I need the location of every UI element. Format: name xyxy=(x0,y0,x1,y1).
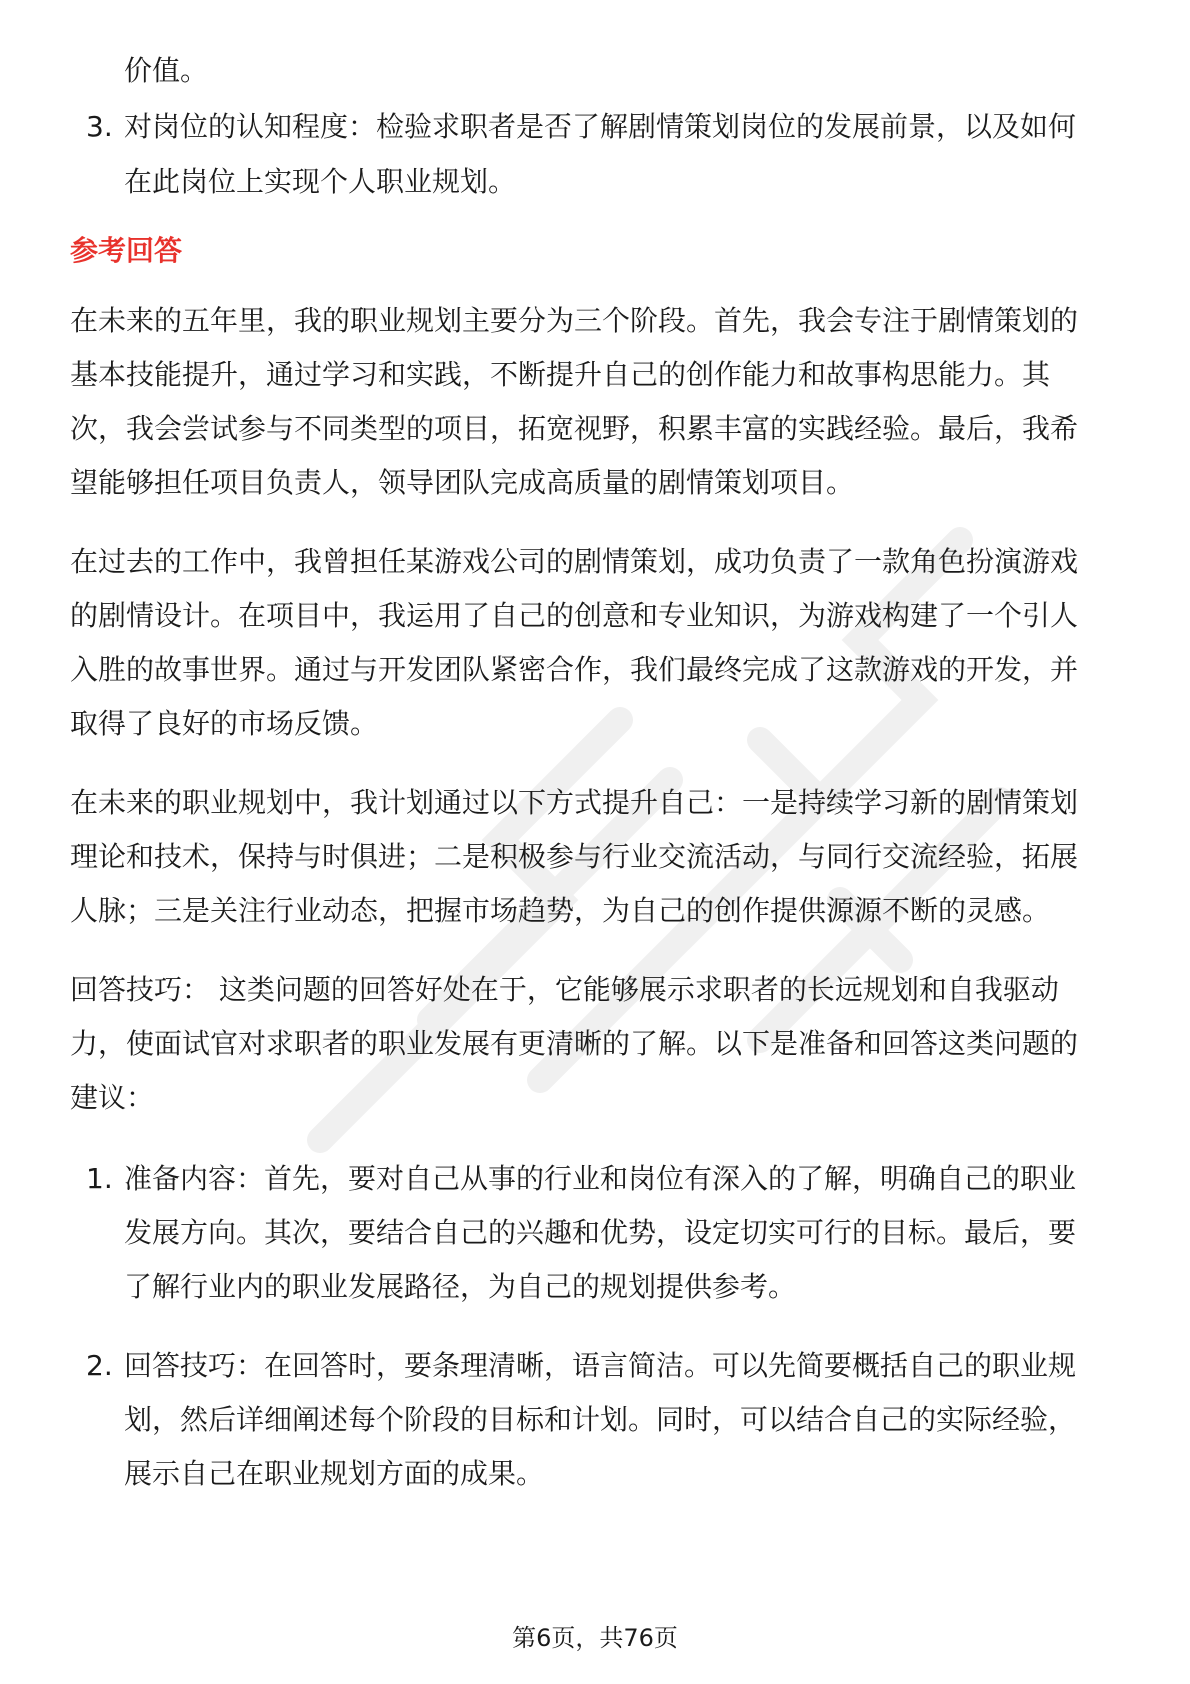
section-heading: 参考回答 xyxy=(70,234,183,267)
list-number: 3. xyxy=(86,110,113,143)
paragraph-line: 在过去的工作中，我曾担任某游戏公司的剧情策划，成功负责了一款角色扮演游戏 xyxy=(70,545,1079,578)
paragraph-line: 理论和技术，保持与时俱进；二是积极参与行业交流活动，与同行交流经验，拓展 xyxy=(70,840,1079,873)
paragraph-line: 次，我会尝试参与不同类型的项目，拓宽视野，积累丰富的实践经验。最后，我希 xyxy=(70,412,1079,445)
paragraph-line: 取得了良好的市场反馈。 xyxy=(70,707,379,740)
list-item-text-line: 在此岗位上实现个人职业规划。 xyxy=(124,165,517,198)
paragraph-line: 在未来的五年里，我的职业规划主要分为三个阶段。首先，我会专注于剧情策划的 xyxy=(70,304,1079,337)
paragraph-line: 人脉；三是关注行业动态，把握市场趋势，为自己的创作提供源源不断的灵感。 xyxy=(70,894,1051,927)
list-number: 1. xyxy=(86,1162,113,1195)
list-item-text-line: 划，然后详细阐述每个阶段的目标和计划。同时，可以结合自己的实际经验， xyxy=(124,1403,1077,1436)
list-item-text-line: 对岗位的认知程度：检验求职者是否了解剧情策划岗位的发展前景，以及如何 xyxy=(124,110,1077,143)
list-item-text-line: 回答技巧：在回答时，要条理清晰，语言简洁。可以先简要概括自己的职业规 xyxy=(124,1349,1077,1382)
page-number-footer: 第6页，共76页 xyxy=(512,1624,678,1652)
paragraph-line: 建议： xyxy=(70,1081,155,1114)
list-item-text-line: 准备内容：首先，要对自己从事的行业和岗位有深入的了解，明确自己的职业 xyxy=(124,1162,1077,1195)
list-number: 2. xyxy=(86,1349,113,1382)
list-item-text-line: 了解行业内的职业发展路径，为自己的规划提供参考。 xyxy=(124,1270,797,1303)
paragraph-line: 力，使面试官对求职者的职业发展有更清晰的了解。以下是准备和回答这类问题的 xyxy=(70,1027,1079,1060)
paragraph-line: 的剧情设计。在项目中，我运用了自己的创意和专业知识，为游戏构建了一个引人 xyxy=(70,599,1079,632)
paragraph-line: 入胜的故事世界。通过与开发团队紧密合作，我们最终完成了这款游戏的开发，并 xyxy=(70,653,1079,686)
continued-fragment: 价值。 xyxy=(124,54,209,87)
paragraph-line: 回答技巧： 这类问题的回答好处在于，它能够展示求职者的长远规划和自我驱动 xyxy=(70,973,1059,1006)
list-item-text-line: 发展方向。其次，要结合自己的兴趣和优势，设定切实可行的目标。最后，要 xyxy=(124,1216,1077,1249)
paragraph-line: 在未来的职业规划中，我计划通过以下方式提升自己：一是持续学习新的剧情策划 xyxy=(70,786,1079,819)
paragraph-line: 望能够担任项目负责人，领导团队完成高质量的剧情策划项目。 xyxy=(70,466,855,499)
paragraph-line: 基本技能提升，通过学习和实践，不断提升自己的创作能力和故事构思能力。其 xyxy=(70,358,1051,391)
list-item-text-line: 展示自己在职业规划方面的成果。 xyxy=(124,1457,545,1490)
